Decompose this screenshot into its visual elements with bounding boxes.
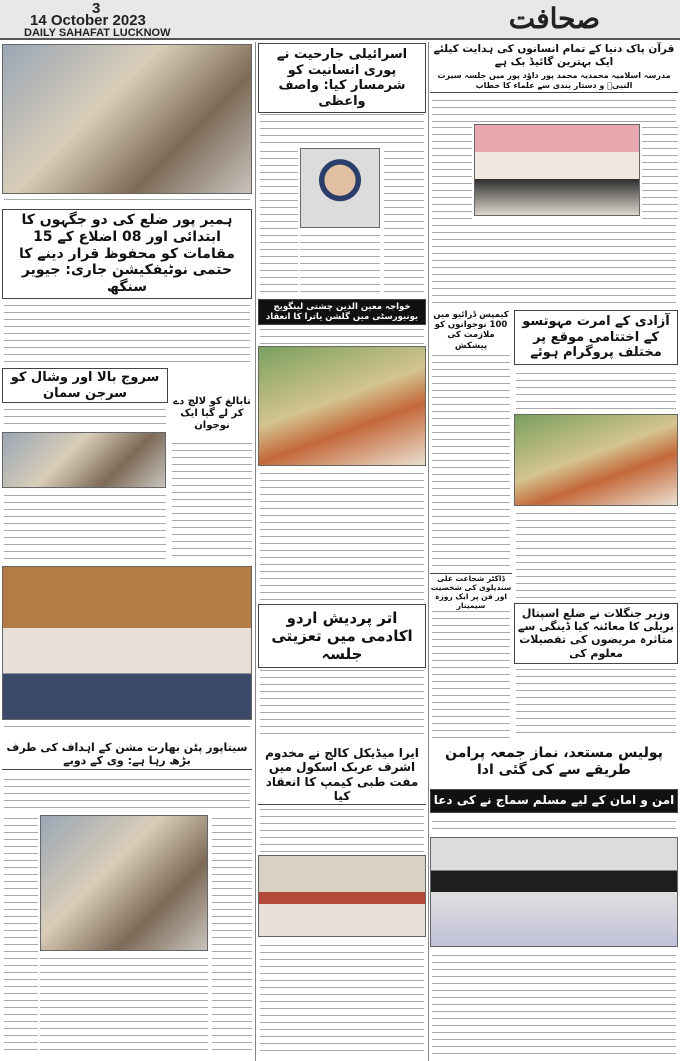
headline-seminar: ڈاکٹر شجاعت علی سندیلوی کی شخصیت اور فن پر ایک روزہ سیمینار [430, 574, 512, 610]
article-body [260, 148, 298, 296]
headline-israel: اسرائیلی جارحیت نے پوری انسانیت کو شرمسار کیا: واصف واعظی [258, 43, 426, 113]
article-body [4, 406, 166, 430]
article-body [516, 510, 676, 600]
article-body [432, 818, 676, 834]
medical-camp-photo [258, 855, 426, 937]
article-body [260, 942, 424, 1057]
headline-hamirpur: ہمیر پور ضلع کی دو جگہوں کا ابتدائی اور 08 اضلاع کے 15 مقامات کو محفوظ قرار دینے کا حتمی نوٹیفکیشن جاری: جیویر سنگھ [2, 209, 252, 299]
award-photo [2, 432, 166, 488]
photo-caption [4, 196, 250, 206]
headline-urdu-academy: اتر پردیش اردو اکادمی میں تعزیتی جلسہ [258, 604, 426, 668]
article-body [212, 815, 252, 1055]
article-body [432, 222, 676, 306]
article-body [516, 370, 676, 412]
issue-date: 14 October 2023 [30, 12, 146, 29]
headline-bareilly: وزیر جنگلات نے ضلع اسپتال بریلی کا معائنہ کیا ڈینگی سے متاثرہ مریضوں کی تفصیلات معلوم کی [514, 603, 678, 664]
photo-caption [4, 723, 250, 733]
page-number: 3 [92, 0, 101, 17]
article-body [516, 666, 676, 738]
ceremony-photo [40, 815, 208, 951]
mosque-prayer-photo [430, 837, 678, 947]
subheadline-quran: مدرسہ اسلامیہ محمدیہ محمد پور داؤد پور میں جلسہ سیرت النبیؐ و دستار بندی سے علماء کا خطاب [430, 71, 678, 93]
portrait-photo [300, 148, 380, 228]
article-body [40, 955, 208, 1055]
article-body [432, 124, 472, 220]
article-body [4, 815, 38, 1055]
headline-sitapur: سیتاپور پٹن بھارت مشن کے اہداف کی طرف بڑھ رہا ہے: وی کے دوبے [2, 740, 252, 770]
headline-saroj: سروج بالا اور وشال کو سرجن سمان [2, 368, 168, 403]
masthead [0, 0, 680, 40]
headline-khwaja: خواجہ معین الدین چشتی لینگویج یونیورسٹی میں گلشن یاترا کا انعقاد [258, 299, 426, 325]
article-body [172, 440, 252, 562]
article-body [4, 492, 166, 562]
headline-nabalig: نابالغ کو لالچ دے کر لے گیا ایک نوجوان [172, 396, 252, 434]
article-body [432, 952, 676, 1057]
article-body [300, 232, 380, 296]
article-body [4, 776, 250, 812]
column-divider [255, 42, 256, 1061]
article-body [260, 660, 424, 738]
article-body [384, 148, 424, 296]
article-body [642, 124, 678, 220]
column-divider [428, 42, 429, 1061]
article-body [260, 470, 424, 600]
celebration-photo [514, 414, 678, 506]
article-body [432, 352, 510, 570]
jalsa-photo [474, 124, 640, 216]
academy-meeting-photo [2, 566, 252, 720]
article-body [260, 326, 424, 344]
headline-era: ایرا میڈیکل کالج نے مخدوم اشرف عربک اسکول میں مفت طبی کیمپ کا انعقاد کیا [258, 743, 426, 805]
article-body [432, 97, 676, 122]
headline-police: پولیس مستعد، نماز جمعہ پرامن طریقے سے کی گئی ادا [430, 743, 678, 787]
paper-name: DAILY SAHAFAT LUCKNOW [24, 27, 171, 39]
article-body [260, 806, 424, 852]
article-body [432, 608, 510, 738]
headline-campus: کیمپس ڈرائیو میں 100 نوجوانوں کو ملازمت کی پیشکش [430, 310, 512, 351]
subheadline-police: امن و امان کے لیے مسلم سماج نے کی دعا [430, 789, 678, 813]
meeting-photo [2, 44, 252, 194]
headline-quran: قرآن پاک دنیا کے تمام انسانوں کی ہدایت کیلئے ایک بہترین گائیڈ بک ہے [430, 43, 678, 69]
newspaper-logo: صحافت [508, 2, 600, 35]
headline-azadi: آزادی کے امرت مہوتسو کے اختتامی موقع پر مختلف پروگرام ہوئے [514, 310, 678, 365]
event-photo [258, 346, 426, 466]
